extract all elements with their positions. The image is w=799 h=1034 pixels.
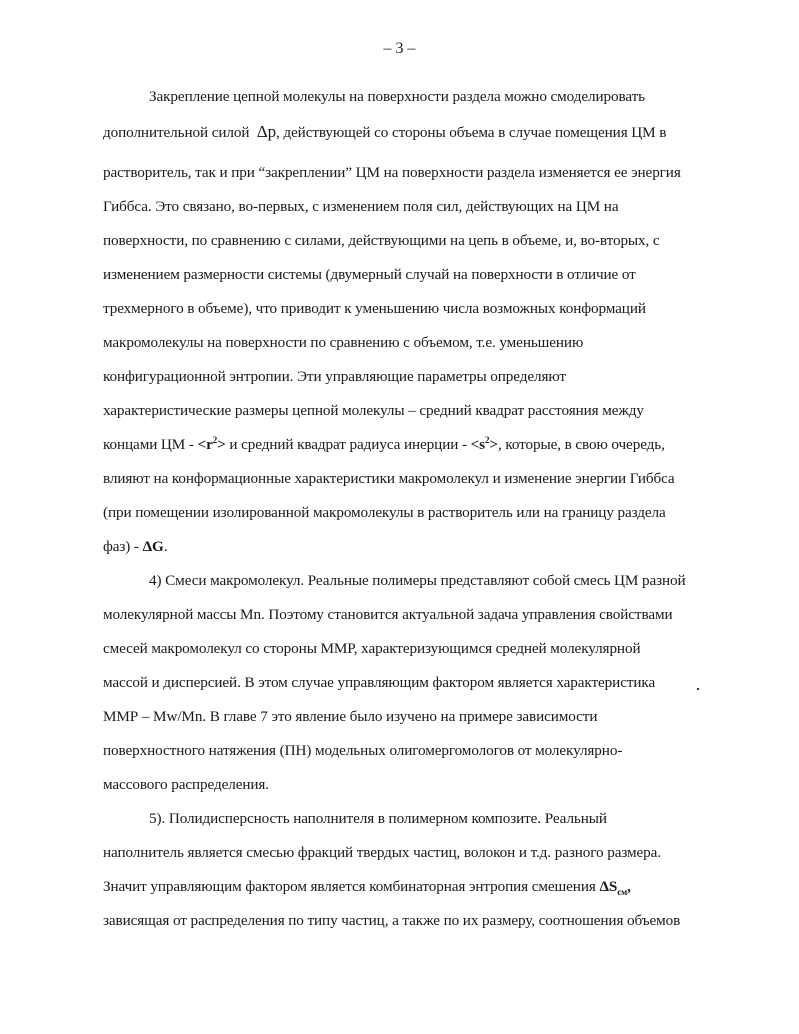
text-line: (при помещении изолированной макромолекулы в растворитель или на границу раздела (103, 504, 666, 521)
delta-p-symbol: Δp (256, 122, 277, 141)
text-line: наполнитель является смесью фракций твердых частиц, волокон и т.д. разного размера. (103, 844, 662, 861)
text-line: зависящая от распределения по типу частиц, а также по их размеру, соотношения объемов (103, 912, 681, 929)
text-line: Гиббса. Это связано, во-первых, с изменением поля сил, действующих на ЦМ на (103, 198, 619, 215)
s-squared-symbol: $<s^2>$ (470, 434, 498, 453)
text-line: 4) Смеси макромолекул. Реальные полимеры представляют собой смесь ЦМ разной (149, 572, 686, 589)
text-line: 5). Полидисперсность наполнителя в полимерном композите. Реальный (149, 810, 607, 827)
delta-s-mix-symbol: $\Delta S_{см}$ (599, 878, 628, 898)
text-line: ММР – Mw/Mn. В главе 7 это явление было изучено на примере зависимости (103, 708, 598, 725)
text-line: молекулярной массы Mn. Поэтому становится актуальной задача управления свойствами (103, 606, 673, 623)
delta-g-symbol: ΔG (142, 538, 164, 555)
r-squared-symbol: $<r^2>$ (197, 434, 226, 453)
text-line: поверхностного натяжения (ПН) модельных олигомергомологов от молекулярно- (103, 742, 623, 759)
text-line: смесей макромолекул со стороны ММР, характеризующимся средней молекулярной (103, 640, 641, 657)
text-line: массой и дисперсией. В этом случае управляющим фактором является характеристика (103, 674, 656, 691)
text-line: макромолекулы на поверхности по сравнению с объемом, т.е. уменьшению (103, 334, 584, 351)
text-line: концами ЦМ - $<r^2> и$ средний квадрат радиуса инерции - $<s^2>$, которые, в свою очередь, (103, 434, 665, 453)
text-line: фаз) - ΔG. (103, 538, 168, 555)
text-line: дополнительной силой Δp, действующей со стороны объема в случае помещения ЦМ в (103, 122, 667, 141)
text-line: трехмерного в объеме), что приводит к уменьшению числа возможных конформаций (103, 300, 646, 317)
text-line: изменением размерности системы (двумерный случай на поверхности в отличие от (103, 266, 636, 283)
text-line: влияют на конформационные характеристики макромолекул и изменение энергии Гиббса (103, 470, 675, 487)
scan-speck (697, 688, 699, 690)
text-line: массового распределения. (103, 776, 269, 793)
text-line: поверхности, по сравнению с силами, действующими на цепь в объеме, и, во-вторых, с (103, 232, 660, 249)
text-line: растворитель, так и при “закреплении” ЦМ на поверхности раздела изменяется ее энергия (103, 164, 681, 181)
text-line: конфигурационной энтропии. Эти управляющие параметры определяют (103, 368, 566, 385)
text-line: Закрепление цепной молекулы на поверхности раздела можно смоделировать (149, 88, 645, 105)
page-number: – 3 – (383, 40, 416, 57)
text-line: характеристические размеры цепной молекулы – средний квадрат расстояния между (103, 402, 644, 419)
text-line: Значит управляющим фактором является комбинаторная энтропия смешения $\Delta S_{см}$, (103, 878, 631, 898)
